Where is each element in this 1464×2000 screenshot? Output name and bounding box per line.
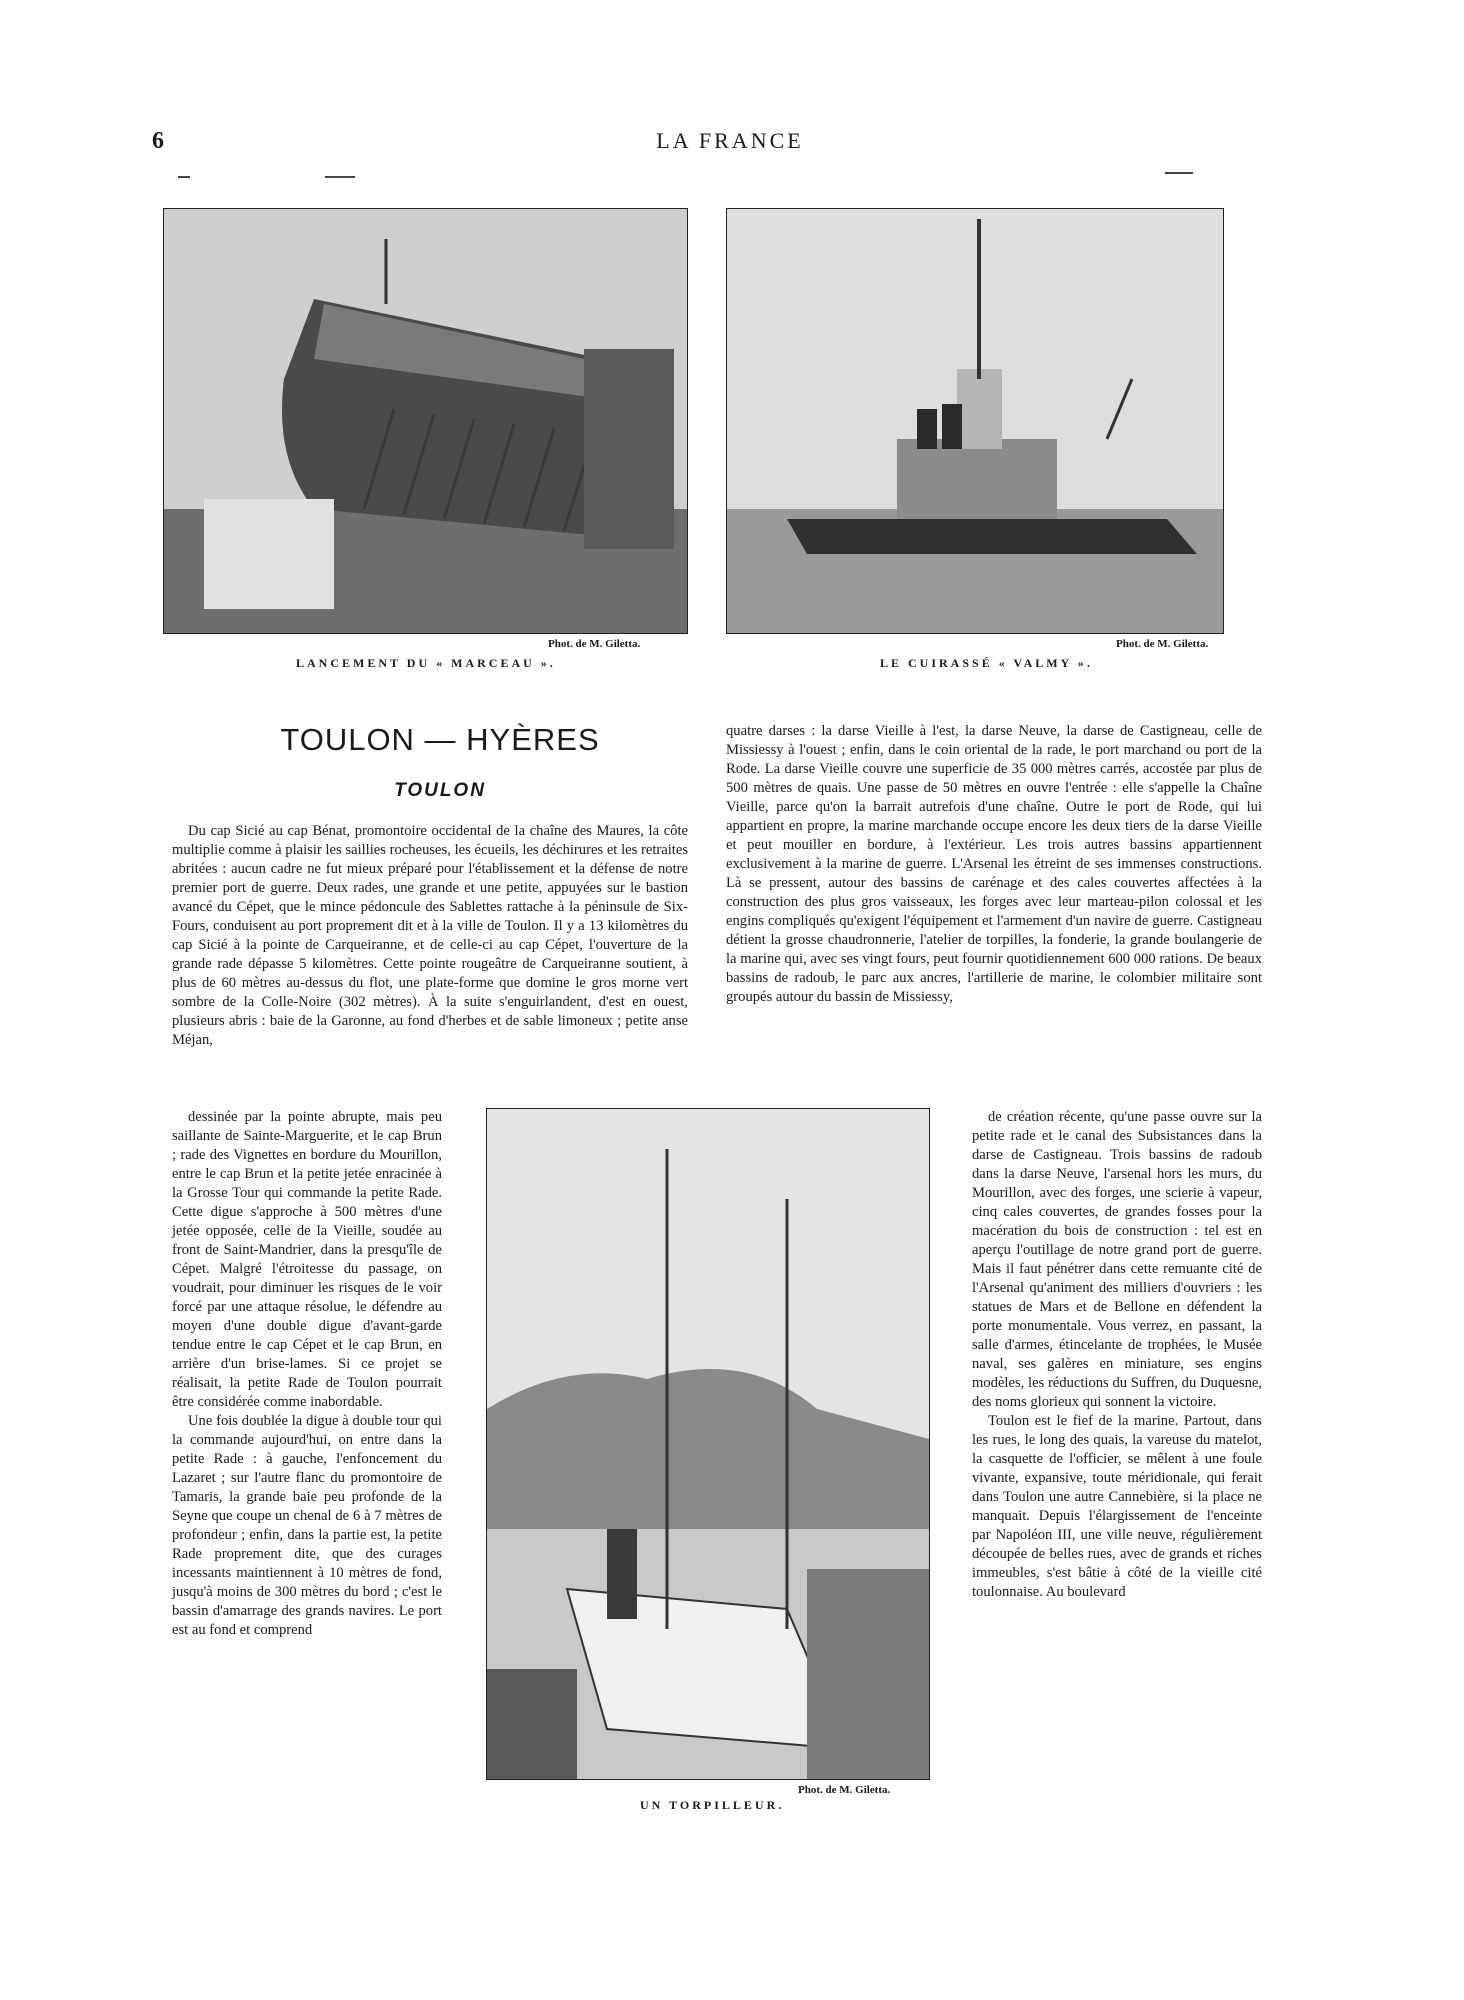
column-2-top-paragraph: [726, 722, 1262, 1007]
torpedo-boat-illustration: [487, 1109, 929, 1779]
col2-narrow-text-2: Toulon est le fief de la marine. Partout, dans les rues, le long des quais, la vareuse du matelot, la casquette de l'officier, se mêlent à une foule vivante, expansive, toute méridionale, qui ferait dans Toulon une autre Cannebière, si la place ne manquait. Depuis l'élargissement de l'enceinte par Napoléon III, une ville neuve, régulièrement découpée de belles rues, avec de grands et riches immeubles, s'est bâtie à côté de la vieille cité toulonnaise. Au boulevard: [972, 1413, 1262, 1600]
header-rule-right: [1165, 172, 1193, 174]
col2-top-text: quatre darses : la darse Vieille à l'est, la darse Neuve, la darse de Castigneau, celle de Missiessy à l'ouest ; enfin, dans le coin oriental de la rade, le port marchand ou port de la Rode. La darse Vieille couvre une superficie de 35 000 mètres carrés, accostée par plus de 500 mètres de quais. Une passe de 50 mètres en ouvre l'entrée : elle s'appelle la Chaîne Vieille, parce qu'on la barrait autrefois d'une chaîne. Outre le port de Rode, qui lui appartient en propre, la marine marchande occupe encore les deux tiers de la darse Vieille et peut mouiller en bordure, à l'extérieur. Les trois autres bassins appartiennent exclusivement à la marine de guerre. L'Arsenal les étreint de ses immenses constructions. Là se pressent, autour des bassins de carénage et des cales couvertes affectées à la construction des plus gros vaisseaux, les forges avec leur marteau-pilon colossal et les engins compliqués qu'exigent l'équipement et l'armement d'un navire de guerre. Castigneau détient la grosse chaudronnerie, l'atelier de torpilles, la fonderie, la grande boulangerie de la marine qui, avec ses vingt fours, peut fournir quotidiennement 600 000 rations. De beaux bassins de radoub, le parc aux ancres, l'artillerie de marine, le colombier militaire sont groupés autour du bassin de Missiessy,: [726, 723, 1262, 1005]
launch-photo: [163, 208, 688, 634]
article-title: TOULON — HYÈRES: [280, 722, 600, 757]
launch-illustration: [164, 209, 687, 633]
col1-narrow-text-2: Une fois doublée la digue à double tour qui la commande aujourd'hui, on entre dans la petite Rade : à gauche, l'enfoncement du Lazaret ; sur l'autre flanc du promontoire de Tamaris, la grande baie peu profonde de la Seyne que coupe un chenal de 6 à 7 mètres de profondeur ; enfin, dans la partie est, la petite Rade proprement dite, que des curages incessants maintiennent à 10 mètres de fond, jusqu'à moins de 300 mètres du bord ; c'est le bassin d'amarrage des grands navires. Le port est au fond et comprend: [172, 1413, 442, 1638]
article-subtitle: TOULON: [394, 780, 486, 801]
column-2-narrow-paragraphs: [972, 1108, 1262, 1602]
torpedo-boat-photo-caption: UN TORPILLEUR.: [640, 1798, 785, 1812]
valmy-photo-credit: Phot. de M. Giletta.: [1116, 638, 1209, 650]
page-number: 6: [152, 128, 164, 154]
column-1-top-paragraph: [172, 822, 688, 1050]
running-title: LA FRANCE: [656, 128, 804, 153]
col2-narrow-text: de création récente, qu'une passe ouvre sur la petite rade et le canal des Subsistances dans la darse de Castigneau. Trois bassins de radoub dans la darse Neuve, l'arsenal hors les murs, du Mourillon, avec des forges, une scierie à vapeur, cinq cales couvertes, de grandes fosses pour la macération du bois de construction : tel est en aperçu l'outillage de notre grand port de guerre. Mais il faut pénétrer dans cette remuante cité de l'Arsenal qu'animent des milliers d'ouvriers : les statues de Mars et de Bellone en défendent la porte monumentale. Vous verrez, en passant, la salle d'armes, étincelante de trophées, le Musée naval, ses galères en miniature, ses engins modèles, les réductions du Suffren, du Duquesne, des noms glorieux qui sonnent la victoire.: [972, 1109, 1262, 1410]
header-rule-mid: [325, 176, 355, 178]
valmy-illustration: [727, 209, 1223, 633]
col1-narrow-text: dessinée par la pointe abrupte, mais peu saillante de Sainte-Marguerite, et le cap Brun ; rade des Vignettes en bordure du Mourillon, entre le cap Brun et la petite jetée enracinée à la Grosse Tour qui commande la petite Rade. Cette digue s'approche à 500 mètres d'une jetée opposée, celle de la Vieille, soudée au front de Saint-Mandrier, dans la presqu'île de Cépet. Malgré l'étroitesse du passage, on voudrait, pour diminuer les risques de le voir forcé par une attaque résolue, le défendre au moyen d'une double digue d'avant-garde tendue entre le cap Cépet et le cap Brun, en arrière d'un brise-lames. Si ce projet se réalisait, la petite Rade de Toulon pourrait être considérée comme inabordable.: [172, 1109, 442, 1410]
torpedo-boat-photo: [486, 1108, 930, 1780]
header-rule-left: [178, 176, 190, 178]
col1-top-text: Du cap Sicié au cap Bénat, promontoire occidental de la chaîne des Maures, la côte multiplie comme à plaisir les saillies rocheuses, les écueils, les déchirures et les retraites abritées : aucun cadre ne fut mieux préparé pour l'établissement et la défense de notre premier port de guerre. Deux rades, une grande et une petite, appuyées sur le bastion avancé du Cépet, que le mince pédoncule des Sablettes rattache à la péninsule de Six-Fours, conduisent au port proprement dit et à la ville de Toulon. Il y a 13 kilomètres du cap Sicié à la pointe de Carqueiranne, et de celle-ci au cap Cépet, l'ouverture de la grande rade dépasse 5 kilomètres. Cette pointe rougeâtre de Carqueiranne soutient, à plus de 60 mètres au-dessus du flot, une plate-forme que domine le gros morne vert sombre de la Colle-Noire (302 mètres). À la suite s'enguirlandent, d'est en ouest, plusieurs abris : baie de la Garonne, au fond d'herbes et de sable limoneux ; petite anse Méjan,: [172, 823, 688, 1048]
valmy-photo: [726, 208, 1224, 634]
launch-photo-caption: LANCEMENT DU « MARCEAU ».: [296, 656, 556, 670]
column-1-narrow-paragraphs: [172, 1108, 442, 1640]
valmy-photo-caption: LE CUIRASSÉ « VALMY ».: [880, 656, 1093, 670]
launch-photo-credit: Phot. de M. Giletta.: [548, 638, 641, 650]
torpedo-boat-photo-credit: Phot. de M. Giletta.: [798, 1784, 891, 1796]
